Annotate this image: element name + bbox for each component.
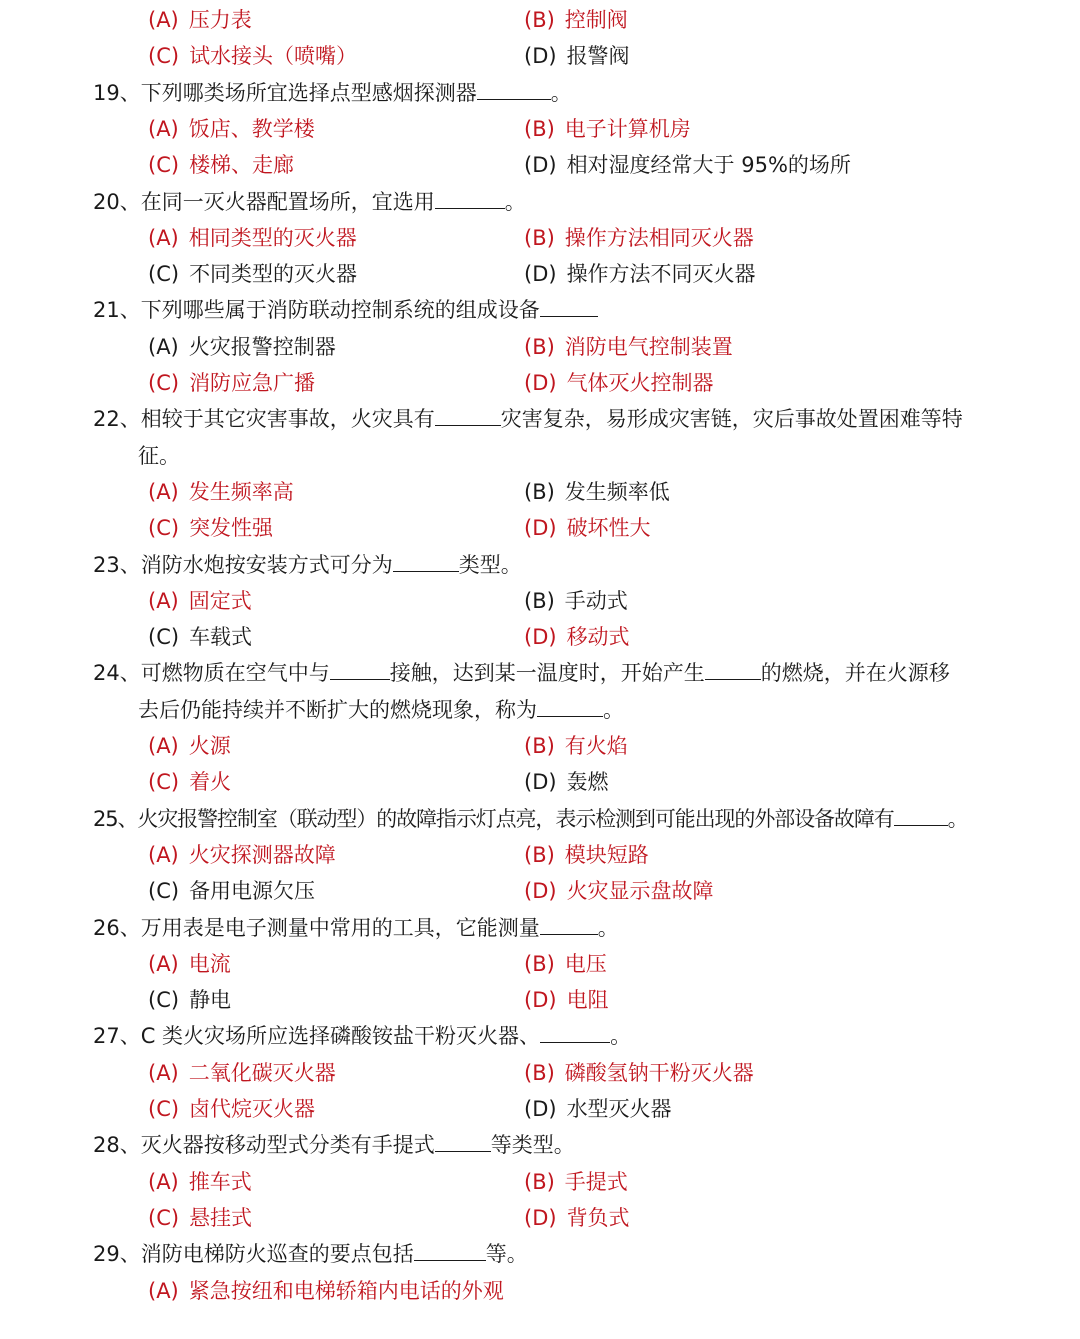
answer-option [148, 2, 252, 38]
option-text: 备用电源欠压 [189, 879, 316, 904]
answer-option [524, 147, 851, 183]
option-text: 卤代烷灭火器 [189, 1097, 316, 1121]
answer-option [524, 837, 649, 873]
answer-option [524, 1055, 754, 1091]
answer-option [524, 474, 670, 510]
option-text: 电流 [188, 951, 231, 976]
option-letter: (C) [148, 988, 180, 1013]
question-text-continued [138, 438, 180, 474]
answer-option [148, 111, 315, 147]
question-fragment: 征。 [138, 443, 180, 468]
question-text [93, 1236, 528, 1272]
answer-option [148, 764, 231, 800]
option-text: 不同类型的灭火器 [189, 262, 358, 287]
answer-blank [540, 1020, 610, 1043]
answer-option [524, 946, 607, 982]
answer-option [524, 873, 714, 909]
option-letter: (D) [524, 770, 557, 795]
answer-blank [330, 657, 390, 680]
question-fragment: 20、在同一灭火器配置场所，宜选用 [93, 189, 435, 214]
question-text [93, 801, 968, 837]
question-fragment: 灾害复杂，易形成灾害链，灾后事故处置困难等特 [500, 407, 963, 432]
option-text: 报警阀 [566, 44, 630, 69]
option-letter: (C) [148, 879, 180, 904]
option-text: 相对湿度经常大于 95%的场所 [566, 153, 851, 178]
question-fragment: 29、消防电梯防火巡查的要点包括 [93, 1242, 414, 1267]
option-text: 模块短路 [564, 842, 649, 867]
option-text: 电压 [564, 951, 607, 976]
option-letter: (A) [148, 1278, 179, 1303]
option-letter: (B) [524, 842, 555, 867]
answer-option [148, 329, 336, 365]
option-letter: (B) [524, 334, 555, 359]
option-letter: (A) [148, 842, 179, 867]
answer-option [148, 1055, 336, 1091]
option-text: 磷酸氢钠干粉灭火器 [564, 1060, 754, 1085]
option-text: 控制阀 [564, 8, 628, 32]
option-text: 火灾探测器故障 [188, 842, 336, 867]
answer-option [148, 510, 273, 546]
question-fragment: 的燃烧，并在火源移 [760, 661, 950, 686]
answer-option [148, 220, 357, 256]
question-text [93, 292, 598, 328]
question-text [93, 655, 950, 691]
answer-option [148, 619, 252, 655]
question-text [93, 910, 619, 946]
option-text: 电阻 [566, 988, 609, 1013]
option-text: 操作方法相同灭火器 [564, 225, 754, 250]
answer-option [524, 1200, 630, 1236]
option-text: 水型灭火器 [566, 1097, 672, 1121]
option-letter: (C) [148, 1097, 180, 1121]
option-letter: (D) [524, 1205, 557, 1230]
option-letter: (A) [148, 734, 179, 758]
option-letter: (B) [524, 116, 555, 141]
answer-blank [540, 912, 598, 935]
option-letter: (B) [524, 1060, 555, 1085]
answer-option [148, 474, 294, 510]
option-text: 轰燃 [566, 770, 609, 795]
option-letter: (C) [148, 44, 180, 69]
question-fragment: 类型。 [458, 552, 522, 577]
answer-option [148, 256, 357, 292]
option-text: 火灾报警控制器 [188, 334, 336, 359]
option-letter: (A) [148, 334, 179, 359]
question-text-continued [138, 692, 624, 728]
answer-option [524, 619, 630, 655]
answer-option [148, 982, 231, 1018]
answer-option [524, 38, 630, 74]
option-letter: (D) [524, 625, 557, 650]
option-text: 固定式 [188, 588, 252, 613]
option-text: 悬挂式 [189, 1205, 253, 1230]
answer-blank [393, 549, 459, 572]
answer-option [524, 1091, 672, 1127]
answer-option [524, 728, 628, 764]
answer-option [148, 1200, 252, 1236]
option-letter: (A) [148, 116, 179, 141]
answer-option [148, 873, 315, 909]
answer-blank [435, 403, 501, 426]
question-fragment: 19、下列哪类场所宜选择点型感烟探测器 [93, 80, 477, 105]
question-fragment: 。 [603, 697, 624, 722]
option-letter: (B) [524, 734, 555, 758]
option-text: 手动式 [564, 588, 628, 613]
question-text [93, 547, 522, 583]
question-text [93, 1127, 575, 1163]
answer-option [148, 946, 231, 982]
answer-option [148, 38, 357, 74]
option-text: 饭店、教学楼 [188, 116, 315, 141]
option-text: 相同类型的灭火器 [188, 225, 357, 250]
answer-option [148, 728, 231, 764]
option-text: 气体灭火控制器 [566, 371, 714, 395]
option-letter: (D) [524, 262, 557, 287]
option-letter: (A) [148, 951, 179, 976]
answer-blank [705, 657, 761, 680]
answer-option [524, 583, 628, 619]
answer-option [148, 365, 315, 401]
option-letter: (A) [148, 225, 179, 250]
question-fragment: 26、万用表是电子测量中常用的工具，它能测量 [93, 915, 540, 940]
answer-option [148, 1164, 252, 1200]
answer-option [524, 2, 628, 38]
option-text: 静电 [189, 988, 232, 1013]
question-fragment: 23、消防水炮按安装方式可分为 [93, 552, 393, 577]
option-letter: (B) [524, 8, 555, 32]
option-text: 消防应急广播 [189, 371, 316, 395]
question-fragment: 25、火灾报警控制室（联动型）的故障指示灯点亮，表示检测到可能出现的外部设备故障有 [93, 806, 894, 831]
option-letter: (A) [148, 8, 179, 32]
option-letter: (A) [148, 1060, 179, 1085]
answer-blank [537, 694, 603, 717]
option-text: 发生频率低 [564, 479, 670, 504]
option-letter: (B) [524, 951, 555, 976]
question-fragment: 。 [597, 915, 619, 940]
option-text: 手提式 [564, 1169, 628, 1194]
question-fragment: 。 [947, 806, 968, 831]
answer-option [524, 220, 754, 256]
answer-blank [435, 1129, 491, 1152]
option-text: 压力表 [188, 8, 252, 32]
question-fragment: 等。 [485, 1242, 528, 1267]
option-letter: (D) [524, 44, 557, 69]
option-text: 紧急按纽和电梯轿箱内电话的外观 [188, 1278, 504, 1303]
option-letter: (C) [148, 625, 180, 650]
answer-option [148, 1273, 504, 1309]
option-letter: (A) [148, 1169, 179, 1194]
question-fragment: 27、C 类火灾场所应选择磷酸铵盐干粉灭火器、 [93, 1024, 541, 1049]
answer-option [524, 365, 714, 401]
option-letter: (C) [148, 371, 180, 395]
question-text [93, 401, 963, 437]
question-fragment: 。 [550, 80, 572, 105]
option-letter: (A) [148, 479, 179, 504]
option-letter: (C) [148, 770, 180, 795]
answer-option [148, 147, 294, 183]
answer-option [524, 329, 733, 365]
option-text: 发生频率高 [188, 479, 294, 504]
option-letter: (A) [148, 588, 179, 613]
option-letter: (C) [148, 516, 180, 541]
option-text: 有火焰 [564, 734, 628, 758]
answer-option [524, 982, 609, 1018]
question-fragment: 21、下列哪些属于消防联动控制系统的组成设备 [93, 298, 540, 323]
option-text: 电子计算机房 [564, 116, 691, 141]
question-fragment: 等类型。 [490, 1133, 575, 1158]
option-text: 火灾显示盘故障 [566, 879, 714, 904]
answer-blank [435, 186, 505, 209]
option-text: 操作方法不同灭火器 [566, 262, 756, 287]
question-fragment: 。 [610, 1024, 632, 1049]
answer-blank [477, 77, 551, 100]
option-letter: (D) [524, 371, 557, 395]
option-letter: (B) [524, 588, 555, 613]
answer-option [524, 111, 691, 147]
question-fragment: 接触，达到某一温度时，开始产生 [389, 661, 705, 686]
answer-option [524, 1164, 628, 1200]
option-letter: (B) [524, 225, 555, 250]
option-text: 二氧化碳灭火器 [188, 1060, 336, 1085]
option-text: 突发性强 [189, 516, 274, 541]
option-letter: (C) [148, 262, 180, 287]
option-letter: (D) [524, 879, 557, 904]
answer-option [148, 583, 252, 619]
option-letter: (D) [524, 153, 557, 178]
option-text: 楼梯、走廊 [189, 153, 295, 178]
question-fragment: 去后仍能持续并不断扩大的燃烧现象，称为 [138, 697, 537, 722]
option-letter: (C) [148, 153, 180, 178]
option-text: 破坏性大 [566, 516, 651, 541]
question-fragment: 22、相较于其它灾害事故，火灾具有 [93, 407, 435, 432]
answer-option [524, 764, 609, 800]
option-text: 背负式 [566, 1205, 630, 1230]
option-text: 车载式 [189, 625, 253, 650]
option-letter: (D) [524, 516, 557, 541]
question-text [93, 75, 572, 111]
question-fragment: 24、可燃物质在空气中与 [93, 661, 330, 686]
option-text: 火源 [188, 734, 231, 758]
option-letter: (B) [524, 1169, 555, 1194]
option-text: 着火 [189, 770, 232, 795]
option-letter: (B) [524, 479, 555, 504]
option-letter: (C) [148, 1205, 180, 1230]
option-letter: (D) [524, 1097, 557, 1121]
answer-option [524, 510, 651, 546]
option-text: 移动式 [566, 625, 630, 650]
question-fragment: 。 [504, 189, 526, 214]
answer-blank [414, 1238, 486, 1261]
answer-blank [540, 294, 598, 317]
question-fragment: 28、灭火器按移动型式分类有手提式 [93, 1133, 435, 1158]
question-text [93, 184, 526, 220]
option-text: 推车式 [188, 1169, 252, 1194]
answer-option [524, 256, 756, 292]
question-text [93, 1018, 631, 1054]
option-text: 消防电气控制装置 [564, 334, 733, 359]
answer-blank [894, 803, 948, 826]
option-letter: (D) [524, 988, 557, 1013]
option-text: 试水接头（喷嘴） [189, 44, 358, 69]
answer-option [148, 837, 336, 873]
answer-option [148, 1091, 315, 1127]
